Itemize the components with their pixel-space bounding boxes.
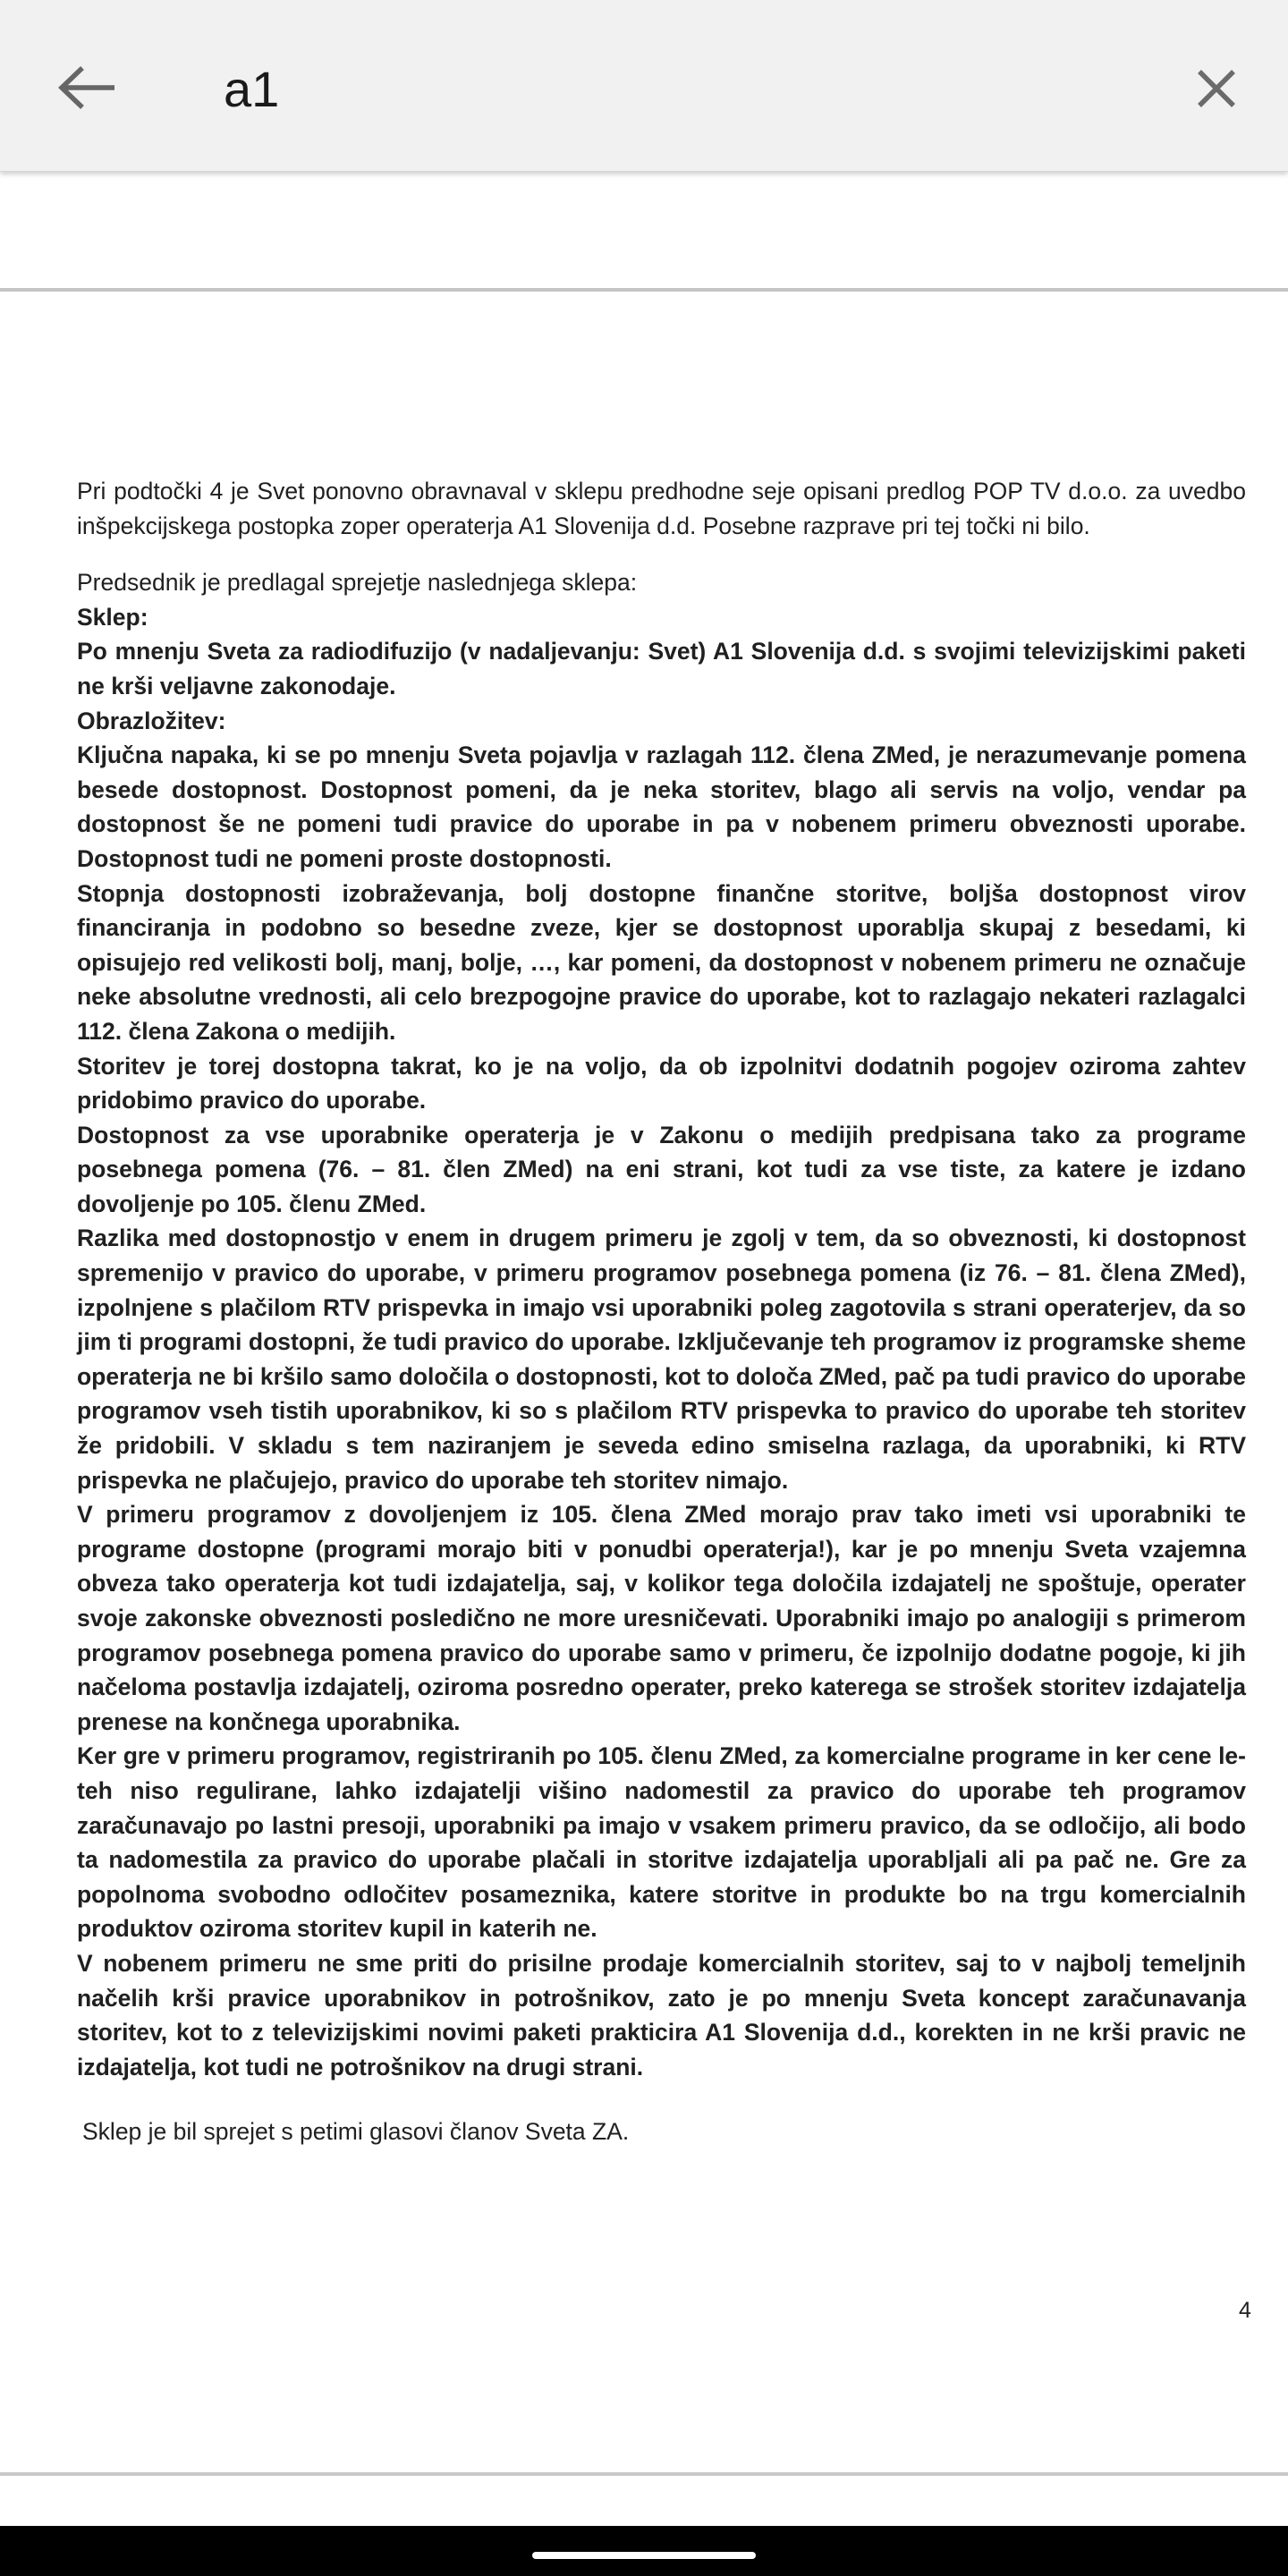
- page-number: 4: [1239, 2298, 1251, 2323]
- obrazlozitev-paragraph: V nobenem primeru ne sme priti do prisilne prodaje komercialnih storitev, saj to v najbolj temeljnih načelih krši pravice uporabnikov in potrošnikov, zato je po mnenju Sveta koncept zaračunavanja storitev, kot to z televizijskimi novimi paketi prakticira A1 Slovenija d.d., korekten in ne krši pravic ne izdajatelja, kot tudi ne potrošnikov na drugi strani.: [77, 1949, 1246, 2080]
- obrazlozitev-paragraph: Dostopnost za vse uporabnike operaterja je v Zakonu o medijih predpisana tako za programe posebnega pomena (76. – 81. člen ZMed) na eni strani, kot tudi za vse tiste, za katere je izdano dovoljenje po 105. členu ZMed.: [77, 1121, 1246, 1217]
- obrazlozitev-paragraph: Ker gre v primeru programov, registriranih po 105. členu ZMed, za komercialne programe in ker cene le-teh niso regulirane, lahko izdajatelji višino nadomestil za pravico do uporabe teh programov zaračunavajo po lastni presoji, uporabniki pa imajo v vsakem primeru pravico, da se odločijo, ali bodo ta nadomestila za pravico do uporabe plačali in storitve izdajatelja uporabljali ali pa pač ne. Gre za popolnoma svobodno odločitev posameznika, katere storitve in produkte bo na trgu komercialnih produktov oziroma storitev kupil in katerih ne.: [77, 1742, 1246, 1943]
- paragraph-gap: [77, 2084, 1246, 2114]
- obrazlozitev-paragraph: Ključna napaka, ki se po mnenju Sveta pojavlja v razlagah 112. člena ZMed, je nerazumevanje pomena besede dostopnost. Dostopnost pomeni, da je neka storitev, blago ali servis na voljo, vendar pa dostopnost še ne pomeni tudi pravice do uporabe in pa v nobenem primeru obveznosti uporabe. Dostopnost tudi ne pomeni proste dostopnosti.: [77, 741, 1246, 872]
- close-icon: [1197, 69, 1236, 108]
- system-navigation-bar: [0, 2526, 1288, 2576]
- obrazlozitev-paragraph: Stopnja dostopnosti izobraževanja, bolj dostopne finančne storitve, boljša dostopnost virov financiranja in podobno so besedne zveze, kjer se dostopnost uporablja skupaj z besedami, ki opisujejo red velikosti bolj, manj, bolje, …, kar pomeni, da dostopnost v nobenem primeru ne označuje neke absolutne vrednosti, ali celo brezpogojne pravice do uporabe, kot to razlagajo nekateri razlagalci 112. člena Zakona o medijih.: [77, 879, 1246, 1045]
- home-indicator[interactable]: [532, 2552, 756, 2559]
- search-query-text[interactable]: a1: [224, 61, 280, 117]
- intro-paragraph: Pri podtočki 4 je Svet ponovno obravnaval v sklepu predhodne seje opisani predlog POP TV d.o.o. za uvedbo inšpekcijskega postopka zoper operaterja A1 Slovenija d.d. Posebne razprave pri tej točki ni bilo.: [77, 478, 1246, 539]
- obrazlozitev-heading: Obrazložitev:: [77, 707, 226, 734]
- document-page[interactable]: [0, 292, 1288, 2472]
- sklep-heading: Sklep:: [77, 603, 148, 631]
- obrazlozitev-paragraph: Storitev je torej dostopna takrat, ko je na voljo, da ob izpolnitvi dodatnih pogojev oziroma zahtev pridobimo pravico do uporabe.: [77, 1052, 1246, 1114]
- paragraph-gap: [77, 543, 1246, 565]
- back-button[interactable]: [52, 55, 122, 120]
- page-divider-bottom: [0, 2472, 1288, 2476]
- obrazlozitev-paragraph: V primeru programov z dovoljenjem iz 105. člena ZMed morajo prav tako imeti vsi uporabniki te programe dostopne (programi morajo biti v ponudbi operaterja!), kar je po mnenju Sveta vzajemna obveza tako operaterja kot tudi izdajatelja, saj, v kolikor tega določila izdajatelj ne spoštuje, operater svoje zakonske obveznosti posledično ne more uresničevati. Uporabniki imajo po analogiji s primerom programov posebnega pomena pravico do uporabe samo v primeru, če izpolnijo dodatne pogoje, ki jih načeloma postavlja izdajatelj, oziroma posredno operater, preko katerega se strošek storitev izdajatelja prenese na končnega uporabnika.: [77, 1501, 1246, 1735]
- conclusion-paragraph: Sklep je bil sprejet s petimi glasovi članov Sveta ZA.: [82, 2118, 630, 2146]
- arrow-left-icon: [57, 65, 116, 110]
- document-body: [77, 474, 1246, 2149]
- obrazlozitev-paragraph: Razlika med dostopnostjo v enem in drugem primeru je zgolj v tem, da so obveznosti, ki dostopnost spremenijo v pravico do uporabe, v primeru programov posebnega pomena (iz 76. – 81. člena ZMed), izpolnjene s plačilom RTV prispevka in imajo vsi uporabniki poleg zagotovila s strani operaterjev, da so jim ti programi dostopni, že tudi pravico do uporabe. Izključevanje teh programov iz programske sheme operaterja ne bi kršilo samo določila o dostopnosti, kot to določa ZMed, pač pa tudi pravico do uporabe programov vseh tistih uporabnikov, ki so s plačilom RTV prispevka to pravico do uporabe teh storitev že pridobili. V skladu s tem naziranjem je seveda edino smiselna razlaga, da uporabniki, ki RTV prispevka ne plačujejo, pravico do uporabe teh storitev nimajo.: [77, 1224, 1246, 1494]
- sklep-text: Po mnenju Sveta za radiodifuzijo (v nadaljevanju: Svet) A1 Slovenija d.d. s svojimi televizijskimi paketi ne krši veljavne zakonodaje.: [77, 638, 1246, 699]
- search-toolbar: [0, 0, 1288, 172]
- close-search-button[interactable]: [1185, 57, 1248, 120]
- proposal-intro: Predsednik je predlagal sprejetje naslednjega sklepa:: [77, 569, 638, 597]
